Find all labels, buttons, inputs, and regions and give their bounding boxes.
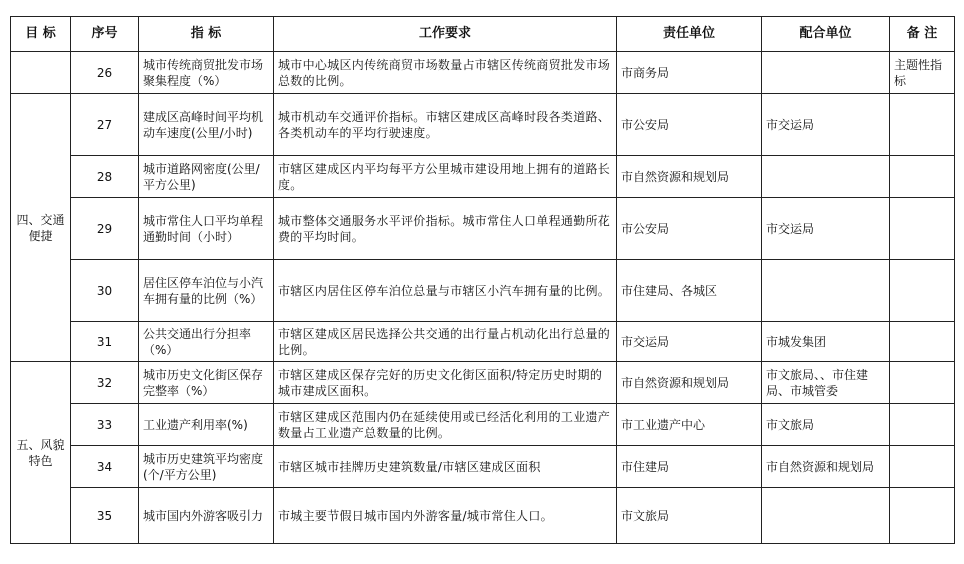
header-remark: 备 注 [890, 17, 955, 52]
row-indicator: 建成区高峰时间平均机动车速度(公里/小时) [139, 94, 274, 156]
row-responsible: 市自然资源和规划局 [617, 156, 762, 198]
row-requirement: 市辖区建成区范围内仍在延续使用或已经活化利用的工业遗产数量占工业遗产总数量的比例。 [274, 404, 617, 446]
header-no: 序号 [71, 17, 139, 52]
row-requirement: 市辖区建成区居民选择公共交通的出行量占机动化出行总量的比例。 [274, 322, 617, 362]
row-requirement: 市辖区城市挂牌历史建筑数量/市辖区建成区面积 [274, 446, 617, 488]
row-indicator: 城市国内外游客吸引力 [139, 488, 274, 544]
row-cooperating [762, 488, 890, 544]
row-remark [890, 362, 955, 404]
table-row [11, 446, 955, 488]
table-row [11, 94, 955, 156]
header-goal: 目 标 [11, 17, 71, 52]
row-responsible: 市住建局、各城区 [617, 260, 762, 322]
row-requirement: 城市机动车交通评价指标。市辖区建成区高峰时段各类道路、各类机动车的平均行驶速度。 [274, 94, 617, 156]
row-remark [890, 156, 955, 198]
table-row [11, 156, 955, 198]
row-no: 26 [71, 52, 139, 94]
row-cooperating: 市自然资源和规划局 [762, 446, 890, 488]
row-indicator: 工业遗产利用率(%) [139, 404, 274, 446]
row-responsible: 市工业遗产中心 [617, 404, 762, 446]
row-indicator: 居住区停车泊位与小汽车拥有量的比例（%） [139, 260, 274, 322]
table-row [11, 322, 955, 362]
row-requirement: 市辖区建成区保存完好的历史文化街区面积/特定历史时期的城市建成区面积。 [274, 362, 617, 404]
table-row [11, 260, 955, 322]
row-indicator: 城市道路网密度(公里/平方公里) [139, 156, 274, 198]
row-cooperating [762, 52, 890, 94]
row-remark: 主题性指标 [890, 52, 955, 94]
row-remark [890, 488, 955, 544]
row-no: 34 [71, 446, 139, 488]
row-no: 35 [71, 488, 139, 544]
row-cooperating: 市文旅局、、市住建局、市城管委 [762, 362, 890, 404]
header-row [11, 17, 955, 52]
row-indicator: 城市历史文化街区保存完整率（%） [139, 362, 274, 404]
row-responsible: 市文旅局 [617, 488, 762, 544]
row-responsible: 市自然资源和规划局 [617, 362, 762, 404]
row-remark [890, 404, 955, 446]
row-no: 28 [71, 156, 139, 198]
row-no: 27 [71, 94, 139, 156]
row-cooperating [762, 260, 890, 322]
header-responsible: 责任单位 [617, 17, 762, 52]
row-requirement: 城市中心城区内传统商贸市场数量占市辖区传统商贸批发市场总数的比例。 [274, 52, 617, 94]
row-cooperating: 市交运局 [762, 198, 890, 260]
goal-culture: 五、风貌特色 [11, 362, 71, 544]
row-requirement: 市辖区内居住区停车泊位总量与市辖区小汽车拥有量的比例。 [274, 260, 617, 322]
row-cooperating: 市文旅局 [762, 404, 890, 446]
row-no: 33 [71, 404, 139, 446]
row-cooperating [762, 156, 890, 198]
row-no: 29 [71, 198, 139, 260]
row-indicator: 城市传统商贸批发市场聚集程度（%） [139, 52, 274, 94]
table-row [11, 404, 955, 446]
row-indicator: 城市常住人口平均单程通勤时间（小时） [139, 198, 274, 260]
row-responsible: 市住建局 [617, 446, 762, 488]
row-no: 30 [71, 260, 139, 322]
table-row [11, 198, 955, 260]
table-row [11, 362, 955, 404]
row-no: 31 [71, 322, 139, 362]
row-responsible: 市交运局 [617, 322, 762, 362]
header-requirement: 工作要求 [274, 17, 617, 52]
goal-cell-empty [11, 52, 71, 94]
row-indicator: 公共交通出行分担率（%） [139, 322, 274, 362]
row-requirement: 市辖区建成区内平均每平方公里城市建设用地上拥有的道路长度。 [274, 156, 617, 198]
row-remark [890, 94, 955, 156]
indicator-table [10, 16, 955, 544]
row-no: 32 [71, 362, 139, 404]
goal-traffic: 四、交通便捷 [11, 94, 71, 362]
row-remark [890, 198, 955, 260]
row-responsible: 市公安局 [617, 198, 762, 260]
table-row [11, 488, 955, 544]
row-cooperating: 市城发集团 [762, 322, 890, 362]
row-remark [890, 322, 955, 362]
table-row [11, 52, 955, 94]
header-indicator: 指 标 [139, 17, 274, 52]
indicator-table-container [10, 16, 955, 544]
row-responsible: 市商务局 [617, 52, 762, 94]
row-remark [890, 260, 955, 322]
row-remark [890, 446, 955, 488]
row-responsible: 市公安局 [617, 94, 762, 156]
row-requirement: 市城主要节假日城市国内外游客量/城市常住人口。 [274, 488, 617, 544]
row-cooperating: 市交运局 [762, 94, 890, 156]
header-cooperating: 配合单位 [762, 17, 890, 52]
row-requirement: 城市整体交通服务水平评价指标。城市常住人口单程通勤所花费的平均时间。 [274, 198, 617, 260]
row-indicator: 城市历史建筑平均密度(个/平方公里) [139, 446, 274, 488]
